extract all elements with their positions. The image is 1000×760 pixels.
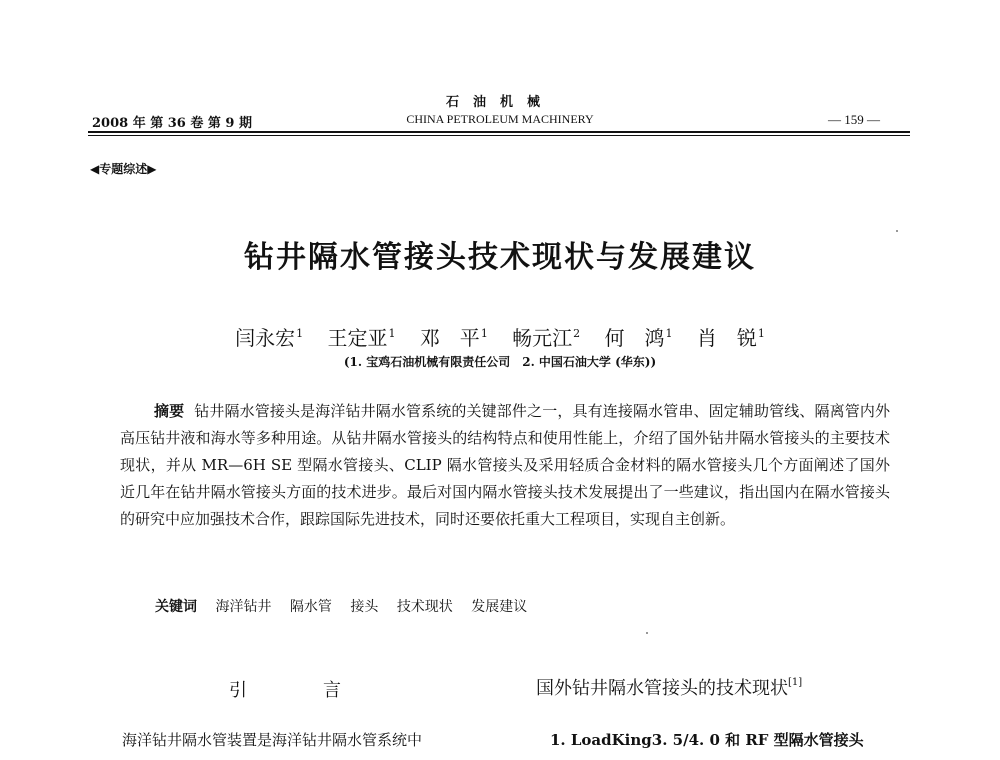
author: 王定亚$^1$: [327, 326, 396, 350]
abstract-text: 钻井隔水管接头是海洋钻井隔水管系统的关键部件之一，具有连接隔水管串、固定辅助管线、隔离管内外高压钻井液和海水等多种用途。从钻井隔水管接头的结构特点和使用性能上，介绍了国外钻井隔水管接头的主要技术现状，并从 MR—6H SE 型隔水管接头、CLIP 隔水管接头及采用轻质合金材料的隔水管接头几个方面阐述了国外近几年在钻井隔水管接头方面的技术进步。最后对国内隔水管接头技术发展提出了一些建议，指出国内在隔水管接头的研究中应加强技术合作，跟踪国际先进技术，同时还要依托重大工程项目，实现自主创新。: [120, 402, 890, 528]
subsection-heading: 1. LoadKing3. 5/4. 0 和 RF 型隔水管接头: [550, 731, 864, 749]
abstract-label: 摘要: [154, 402, 185, 420]
abstract: [120, 398, 890, 533]
author: 闫永宏$^1$: [235, 326, 304, 350]
header-rule-thick: [88, 131, 910, 133]
author-list: [0, 322, 1000, 351]
affiliation: (1. 宝鸡石油机械有限责任公司 2. 中国石油大学 (华东)): [343, 355, 657, 369]
header-rule-thin: [88, 135, 910, 136]
scan-speck: [896, 230, 898, 232]
section-heading-introduction: 引言: [229, 680, 417, 701]
author: 邓 平$^1$: [419, 326, 488, 350]
keywords: [155, 596, 541, 616]
keyword: 发展建议: [471, 599, 528, 615]
keywords-label: 关键词: [155, 599, 197, 615]
author: 何 鸿$^1$: [604, 326, 673, 350]
paper-title: 钻井隔水管接头技术现状与发展建议: [244, 240, 756, 275]
keyword: 海洋钻井: [215, 599, 272, 615]
issue-info: 2008 年 第 36 卷 第 9 期: [92, 116, 252, 131]
keyword: 隔水管: [289, 599, 332, 615]
keyword: 技术现状: [396, 599, 453, 615]
keyword: 接头: [350, 599, 379, 615]
journal-name-en: CHINA PETROLEUM MACHINERY: [406, 112, 594, 126]
intro-paragraph: 海洋钻井隔水管装置是海洋钻井隔水管系统中: [122, 731, 423, 749]
section-heading-foreign-status: 国外钻井隔水管接头的技术现状[1]: [536, 677, 803, 699]
section-tag: ◀专题综述▶: [90, 162, 157, 176]
author: 畅元江$^2$: [512, 326, 581, 350]
journal-name-cn: 石油机械: [445, 95, 554, 110]
page-number: — 159 —: [828, 112, 880, 127]
author: 肖 锐$^1$: [696, 326, 765, 350]
citation-ref: [1]: [788, 677, 803, 688]
scan-speck: [646, 632, 648, 634]
